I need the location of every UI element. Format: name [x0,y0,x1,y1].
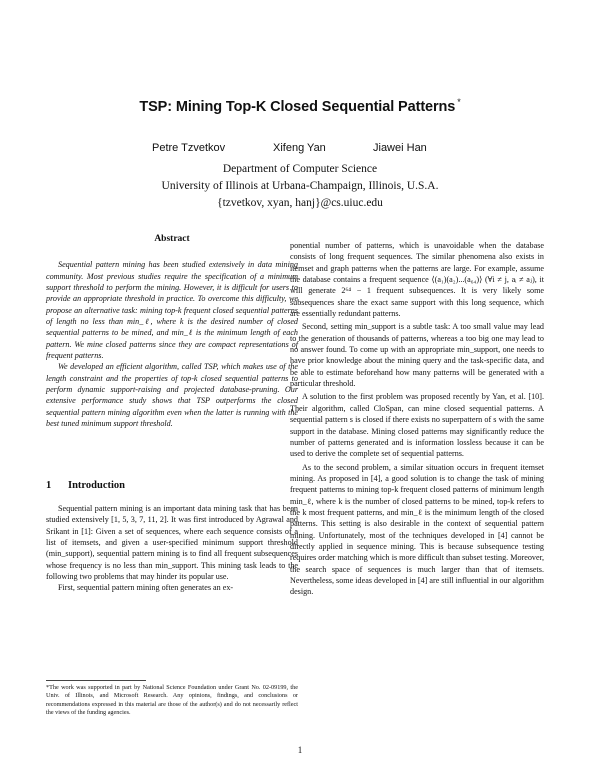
abstract-heading: Abstract [154,234,190,244]
introduction-heading [46,480,298,491]
section-title: Introduction [68,479,125,491]
abstract-paragraph-2: We developed an efficient algorithm, called TSP, which makes use of the length constraint and the properties of top-k closed sequential patterns to perform dynamic support-raising and projected database-pruning. Our extensive performance study shows that TSP outperforms the closed sequential pattern mining algorithm even when the latter is running with the best tuned minimum support threshold. [46,362,298,429]
affiliation-university: University of Illinois at Urbana-Champaign, Illinois, U.S.A. [161,180,439,192]
footnote: *The work was supported in part by National Science Foundation under Grant No. 02-09199, the Univ. of Illinois, and Microsoft Research. Any opinions, findings, and conclusions or recommendations expressed in this material are those of the author(s) and do not necessarily reflect the views of the funding agencies. [46,684,298,717]
right-paragraph-1: ponential number of patterns, which is unavoidable when the database consists of long frequent sequences. The similar phenomena also exists in itemset and graph patterns when the patterns are large. For example, assume the database contains a frequent sequence ⟨(a₁)(a₂)...(a₆₄)⟩ (∀i ≠ j, aᵢ ≠ aⱼ), it will generate 2⁶⁴ − 1 frequent subsequences. It is very likely some subsequences share the exact same support with this long sequence, which are essentially redundant patterns. [290,241,544,319]
abstract-section [46,234,298,430]
introduction-section [46,480,298,594]
intro-paragraph-2: First, sequential pattern mining often generates an ex- [58,583,234,593]
author-2: Xifeng Yan [273,142,326,154]
title-footnote-mark: * [457,97,461,107]
right-column [290,240,544,598]
right-paragraph-4: As to the second problem, a similar situation occurs in frequent itemset mining. As proposed in [4], a good solution is to change the task of mining frequent patterns to mining top-k frequent closed patterns of minimum length min_ℓ, where k is the number of closed patterns to be mined, top-k refers to the k most frequent patterns, and min_ℓ is the minimum length of the closed patterns. This setting is also desirable in the context of sequential pattern mining. Unfortunately, most of the techniques developed in [4] cannot be directly applied in sequence mining. This is because subsequence testing requires order matching which is more difficult than subset testing. Moreover, the search space of sequences is much larger than that of itemsets. Nevertheless, some ideas developed in [4] are still influential in our algorithm design. [290,462,544,597]
right-paragraph-3: A solution to the first problem was proposed recently by Yan, et al. [10]. Their algorithm, called CloSpan, can mine closed sequential patterns. A sequential pattern s is closed if there exists no superpattern of s with the same support in the database. Mining closed patterns may significantly reduce the number of patterns generated and is information lossless because it can be used to derive the complete set of sequential patterns. [290,392,544,459]
title-text: TSP: Mining Top-K Closed Sequential Patterns [139,98,456,115]
intro-paragraph-1: Sequential pattern mining is an important data mining task that has been studied extensively [1, 5, 3, 7, 11, 2]. It was first introduced by Agrawal and Srikant in [1]: Given a set of sequences, where each sequence consists of a list of itemsets, and given a user-specified minimum support threshold (min_support), sequential pattern mining is to find all frequent subsequences whose frequency is no less than min_support. This mining task leads to the following two problems that may hinder its popular use. [46,503,298,581]
affiliation-department: Department of Computer Science [222,163,378,175]
left-column [46,234,298,594]
section-number: 1 [46,479,52,491]
author-list [0,142,600,158]
affiliation-email: {tzvetkov, xyan, hanj}@cs.uiuc.edu [217,197,383,209]
author-3: Jiawei Han [373,142,427,154]
footnote-rule [46,680,146,681]
page-number: 1 [297,745,303,755]
abstract-paragraph-1: Sequential pattern mining has been studied extensively in data mining community. Most previous studies require the specification of a minimum support threshold to perform the mining. However, it is difficult for users to provide an appropriate threshold in practice. To overcome this difficulty, we propose an alternative task: mining top-k frequent closed sequential patterns of length no less than min_ℓ, where k is the desired number of closed sequential patterns to be mined, and min_ℓ is the minimum length of each pattern. We mine closed patterns since they are compact representations of frequent patterns. [46,260,298,361]
right-paragraph-2: Second, setting min_support is a subtle task: A too small value may lead to the generation of thousands of patterns, whereas a too big one may lead to no answer found. To come up with an appropriate min_support, one needs to have prior knowledge about the mining query and the task-specific data, and be able to estimate beforehand how many patterns will be generated with a particular threshold. [290,322,544,389]
paper-title [0,97,600,115]
author-1: Petre Tzvetkov [152,142,226,154]
